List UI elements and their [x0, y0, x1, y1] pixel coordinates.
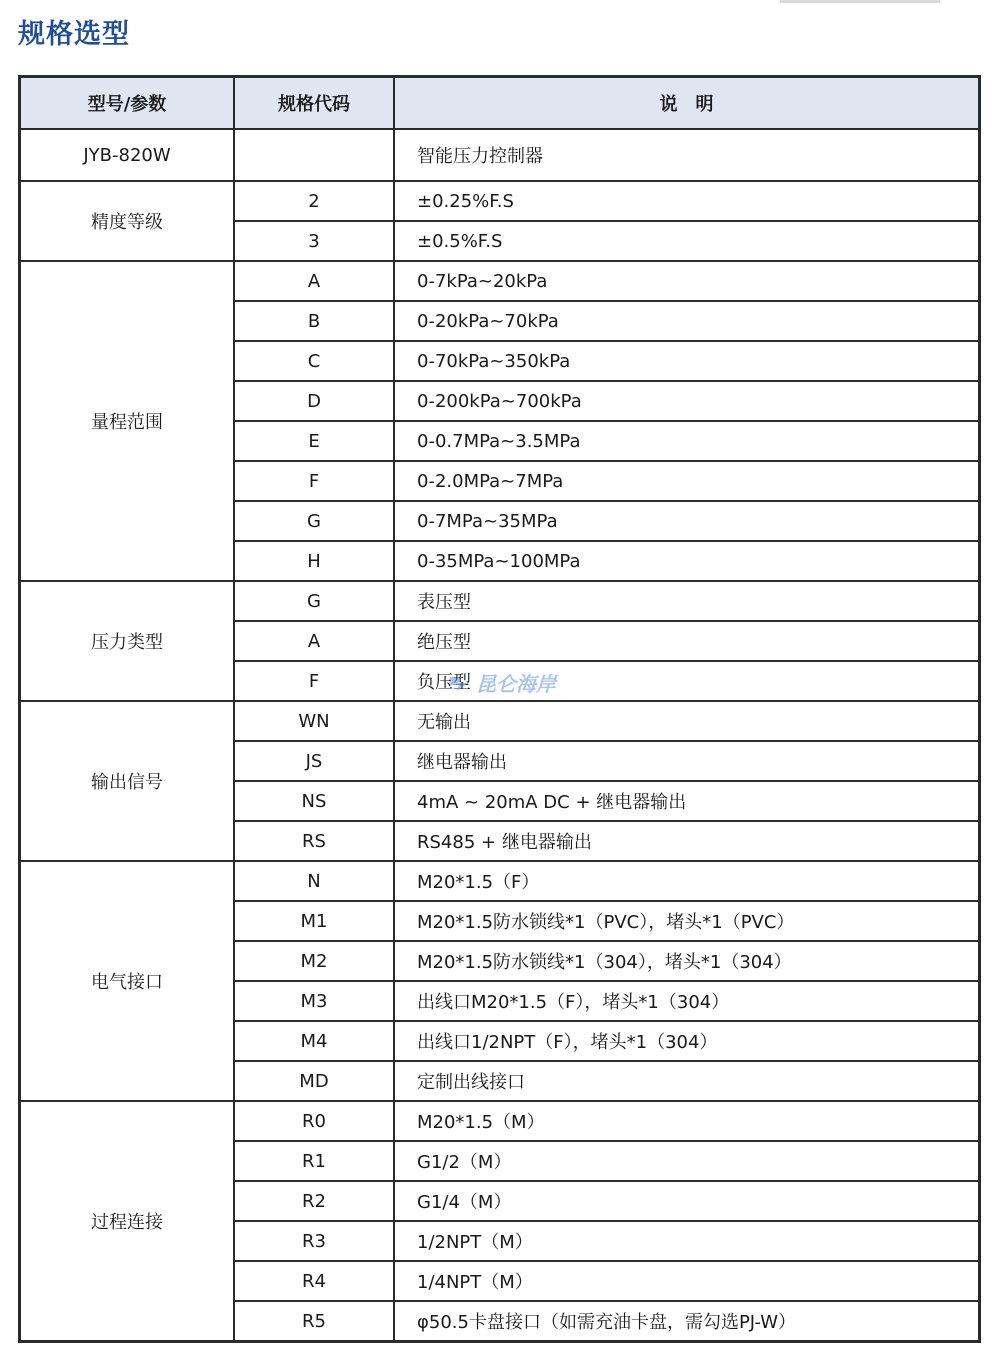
spec-description: M20*1.5（M） — [394, 1101, 980, 1141]
spec-code: D — [234, 381, 394, 421]
table-row — [20, 701, 980, 741]
spec-code: R3 — [234, 1221, 394, 1261]
spec-code: R2 — [234, 1181, 394, 1221]
spec-code: E — [234, 421, 394, 461]
spec-code: G — [234, 581, 394, 621]
model-code — [234, 129, 394, 181]
spec-description: 1/2NPT（M） — [394, 1221, 980, 1261]
spec-code: F — [234, 661, 394, 701]
spec-description: 0-35MPa~100MPa — [394, 541, 980, 581]
group-name: 压力类型 — [20, 581, 235, 701]
watermark-text: 昆仑海岸 — [476, 672, 556, 696]
group-name: 输出信号 — [20, 701, 235, 861]
spec-code: B — [234, 301, 394, 341]
header-spec-code: 规格代码 — [234, 77, 394, 130]
spec-code: RS — [234, 821, 394, 861]
spec-code: R5 — [234, 1301, 394, 1342]
spec-description: 无输出 — [394, 701, 980, 741]
spec-description: 1/4NPT（M） — [394, 1261, 980, 1301]
table-row — [20, 261, 980, 301]
spec-code: R1 — [234, 1141, 394, 1181]
top-divider — [780, 0, 940, 3]
group-name: 精度等级 — [20, 181, 235, 261]
spec-code: M4 — [234, 1021, 394, 1061]
model-name: JYB-820W — [20, 129, 235, 181]
table-row-model — [20, 129, 980, 181]
spec-description: 0-20kPa~70kPa — [394, 301, 980, 341]
spec-selection-table — [18, 75, 981, 1343]
spec-description: 继电器输出 — [394, 741, 980, 781]
spec-code: N — [234, 861, 394, 901]
spec-description: 0-2.0MPa~7MPa — [394, 461, 980, 501]
spec-description: 绝压型 — [394, 621, 980, 661]
spec-description: φ50.5卡盘接口（如需充油卡盘，需勾选PJ-W） — [394, 1301, 980, 1342]
spec-code: NS — [234, 781, 394, 821]
spec-code: R0 — [234, 1101, 394, 1141]
spec-description: G1/2（M） — [394, 1141, 980, 1181]
spec-description: 出线口1/2NPT（F），堵头*1（304） — [394, 1021, 980, 1061]
spec-description: 0-7MPa~35MPa — [394, 501, 980, 541]
table-header-row — [20, 77, 980, 130]
spec-code: 3 — [234, 221, 394, 261]
spec-description: G1/4（M） — [394, 1181, 980, 1221]
header-description: 说 明 — [394, 77, 980, 130]
table-row — [20, 181, 980, 221]
spec-code: H — [234, 541, 394, 581]
group-name: 量程范围 — [20, 261, 235, 581]
table-row — [20, 1101, 980, 1141]
spec-code: R4 — [234, 1261, 394, 1301]
spec-description: 0-200kPa~700kPa — [394, 381, 980, 421]
spec-code: C — [234, 341, 394, 381]
spec-code: F — [234, 461, 394, 501]
spec-description: 0-0.7MPa~3.5MPa — [394, 421, 980, 461]
spec-code: M2 — [234, 941, 394, 981]
group-name: 过程连接 — [20, 1101, 235, 1342]
spec-description: 定制出线接口 — [394, 1061, 980, 1101]
spec-description: 表压型 — [394, 581, 980, 621]
spec-description: ±0.25%F.S — [394, 181, 980, 221]
spec-description: M20*1.5（F） — [394, 861, 980, 901]
spec-description: 出线口M20*1.5（F），堵头*1（304） — [394, 981, 980, 1021]
spec-description: M20*1.5防水锁线*1（304），堵头*1（304） — [394, 941, 980, 981]
spec-description: ±0.5%F.S — [394, 221, 980, 261]
spec-code: A — [234, 621, 394, 661]
spec-code: M1 — [234, 901, 394, 941]
group-name: 电气接口 — [20, 861, 235, 1101]
spec-description: 0-70kPa~350kPa — [394, 341, 980, 381]
table-row — [20, 861, 980, 901]
spec-code: MD — [234, 1061, 394, 1101]
header-model-param: 型号/参数 — [20, 77, 235, 130]
spec-description: RS485 + 继电器输出 — [394, 821, 980, 861]
spec-code: WN — [234, 701, 394, 741]
model-description: 智能压力控制器 — [394, 129, 980, 181]
page-title: 规格选型 — [18, 19, 130, 50]
spec-code: 2 — [234, 181, 394, 221]
spec-code: M3 — [234, 981, 394, 1021]
spec-description: M20*1.5防水锁线*1（PVC），堵头*1（PVC） — [394, 901, 980, 941]
spec-description: 4mA ~ 20mA DC + 继电器输出 — [394, 781, 980, 821]
spec-code: JS — [234, 741, 394, 781]
spec-description: 0-7kPa~20kPa — [394, 261, 980, 301]
spec-description: 负压型 — [394, 661, 980, 701]
table-row — [20, 581, 980, 621]
spec-code: A — [234, 261, 394, 301]
spec-code: G — [234, 501, 394, 541]
